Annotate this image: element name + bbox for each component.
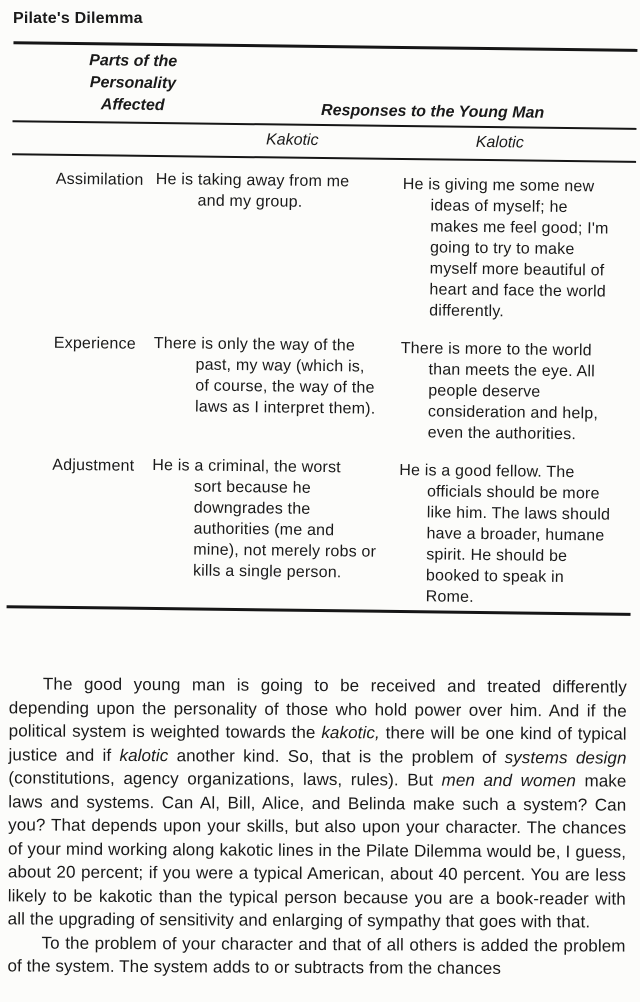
paragraph-2: To the problem of your character and that of all others is added the problem of the system. The system adds to or subtracts from the chances — [7, 933, 626, 978]
cell-kakotic: He is taking away from me and my group. — [155, 170, 350, 211]
row-label: Adjustment — [52, 456, 135, 475]
table-row-assimilation — [54, 168, 634, 324]
pilates-dilemma-table — [0, 41, 640, 616]
table-row-adjustment — [51, 454, 631, 610]
paragraph-1: The good young man is going to be received and treated differently depending upon the personality of those who hold power over him. And if the political system is weighted towards the kakotic, there will be one kind of typical justice and if kalotic another kind. So, that is the problem of systems design (constitutions, agency organizations, laws, rules). But men and women make laws and systems. Can Al, Bill, Alice, and Belinda make such a system? Can you? That depends upon your skills, but also upon your character. The chances of your mind working along kakotic lines in the Pilate Dilemma would be, I guess, about 20 percent; if you were a typical American, about 40 percent. You are less likely to be kakotic than the typical person because you are a book-reader with all the upgrading of sensitivity and enlarging of sympathy that goes with that. — [7, 674, 627, 932]
body-text — [7, 672, 627, 981]
page-title: Pilate's Dilemma — [13, 10, 143, 27]
table-body — [0, 155, 640, 610]
spanner-column-header: Responses to the Young Man — [320, 101, 545, 122]
cell-kalotic: He is giving me some new ideas of myself; he makes me feel good; I'm going to try to make myself more beautiful of heart and face the world differently. — [402, 176, 609, 321]
table-row-experience — [53, 332, 632, 446]
cell-kakotic: There is only the way of the past, my way (which is, of course, the way of the laws as I interpret them). — [153, 334, 376, 418]
table-header-row — [3, 44, 640, 128]
stub-column-header: Parts of the Personality Affected — [89, 52, 178, 115]
column-header-kalotic: Kalotic — [475, 133, 524, 152]
cell-kakotic: He is a criminal, the worst sort because he downgrades the authorities (me and mine), not merely robs or kills a single person. — [152, 456, 377, 582]
row-label: Assimilation — [55, 170, 144, 189]
column-header-kakotic: Kakotic — [265, 131, 319, 149]
row-label: Experience — [53, 334, 136, 353]
cell-kalotic: He is a good fellow. The officials should be more like him. The laws should have a broader, humane spirit. He should be booked to speak in Rome. — [399, 461, 611, 606]
cell-kalotic: There is more to the world than meets the eye. All people deserve consideration and help, even the authorities. — [400, 339, 599, 444]
